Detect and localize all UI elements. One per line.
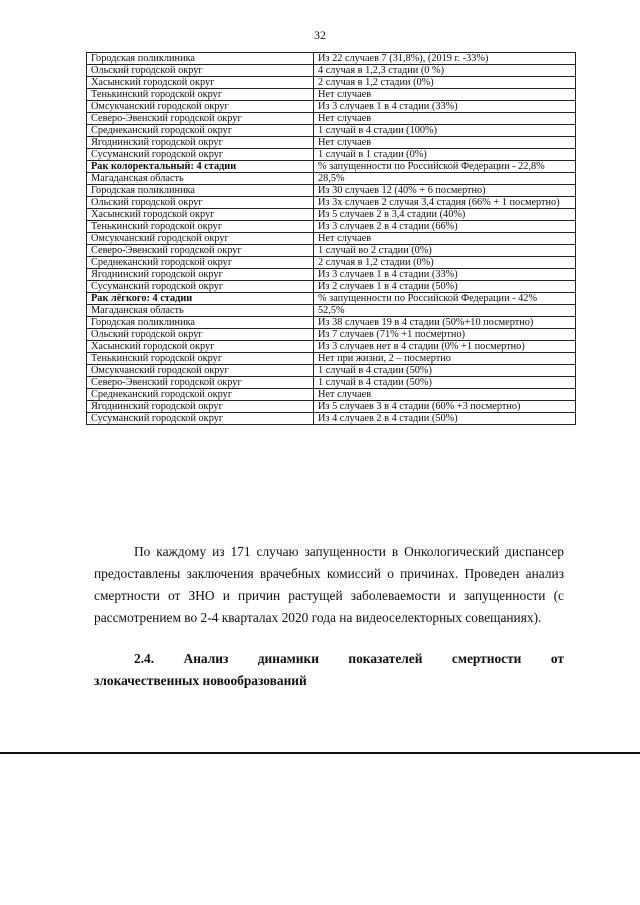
region-cell: Ягоднинский городской округ: [87, 269, 314, 281]
table-row: [87, 209, 576, 221]
region-cell: Ольский городской округ: [87, 65, 314, 77]
table-row: [87, 113, 576, 125]
table-row: [87, 221, 576, 233]
value-cell: 4 случая в 1,2,3 стадии (0 %): [314, 65, 576, 77]
table-row: [87, 401, 576, 413]
value-cell: Из 3 случаев нет в 4 стадии (0% +1 посмертно): [314, 341, 576, 353]
table-row: [87, 53, 576, 65]
table-row: [87, 125, 576, 137]
section-heading-line-2: злокачественных новообразований: [94, 673, 307, 688]
region-cell: Тенькинский городской округ: [87, 353, 314, 365]
table-row: [87, 389, 576, 401]
value-cell: Из 3 случаев 2 в 4 стадии (66%): [314, 221, 576, 233]
region-cell: Северо-Эвенский городской округ: [87, 377, 314, 389]
value-cell: % запущенности по Российской Федерации - 42%: [314, 293, 576, 305]
value-cell: Из 22 случаев 7 (31,8%), (2019 г. -33%): [314, 53, 576, 65]
value-cell: 1 случай в 4 стадии (50%): [314, 365, 576, 377]
table-row: [87, 89, 576, 101]
region-cell: Ольский городской округ: [87, 329, 314, 341]
region-cell: Магаданская область: [87, 305, 314, 317]
table-row: [87, 185, 576, 197]
table-row: [87, 101, 576, 113]
value-cell: Нет случаев: [314, 137, 576, 149]
table-row: [87, 413, 576, 425]
value-cell: Из 3 случаев 1 в 4 стадии (33%): [314, 269, 576, 281]
section-word: Анализ: [183, 651, 229, 666]
value-cell: Из 2 случаев 1 в 4 стадии (50%): [314, 281, 576, 293]
value-cell: Из 5 случаев 2 в 3,4 стадии (40%): [314, 209, 576, 221]
value-cell: 1 случай в 4 стадии (50%): [314, 377, 576, 389]
value-cell: 1 случай в 1 стадии (0%): [314, 149, 576, 161]
value-cell: Из 38 случаев 19 в 4 стадии (50%+10 посмертно): [314, 317, 576, 329]
table-row: [87, 245, 576, 257]
value-cell: Из 7 случаев (71% +1 посмертно): [314, 329, 576, 341]
value-cell: 2 случая в 1,2 стадии (0%): [314, 257, 576, 269]
table-row: [87, 137, 576, 149]
table-row: [87, 257, 576, 269]
value-cell: Нет случаев: [314, 113, 576, 125]
table-row: [87, 65, 576, 77]
table-section-row: [87, 293, 576, 305]
value-cell: 1 случай в 4 стадии (100%): [314, 125, 576, 137]
section-word: показателей: [348, 651, 423, 666]
section-number: 2.4.: [134, 651, 155, 666]
table-row: [87, 77, 576, 89]
body-paragraph: По каждому из 171 случаю запущенности в Онкологический диспансер предоставлены заключения врачебных комиссий о причинах. Проведен анализ смертности от ЗНО и причин растущей заболеваемости и запущенности (с рассмотрением во 2-4 кварталах 2020 года на видеоселекторных совещаниях).: [94, 544, 564, 625]
region-cell: Северо-Эвенский городской округ: [87, 113, 314, 125]
table-row: [87, 281, 576, 293]
table-row: [87, 173, 576, 185]
page-number: 32: [314, 28, 326, 42]
value-cell: Из 3 случаев 1 в 4 стадии (33%): [314, 101, 576, 113]
value-cell: 1 случай во 2 стадии (0%): [314, 245, 576, 257]
table-row: [87, 149, 576, 161]
table-row: [87, 305, 576, 317]
region-cell: Хасынский городской округ: [87, 77, 314, 89]
statistics-table-body: [87, 53, 576, 425]
value-cell: Из 5 случаев 3 в 4 стадии (60% +3 посмертно): [314, 401, 576, 413]
statistics-table: [86, 52, 576, 425]
table-row: [87, 329, 576, 341]
region-cell: Рак лёгкого: 4 стадии: [87, 293, 314, 305]
region-cell: Городская поликлиника: [87, 53, 314, 65]
region-cell: Ягоднинский городской округ: [87, 401, 314, 413]
region-cell: Тенькинский городской округ: [87, 221, 314, 233]
region-cell: Городская поликлиника: [87, 185, 314, 197]
table-row: [87, 197, 576, 209]
region-cell: Рак колоректальный: 4 стадии: [87, 161, 314, 173]
section-word: от: [550, 651, 564, 666]
value-cell: Нет случаев: [314, 89, 576, 101]
region-cell: Среднеканский городской округ: [87, 257, 314, 269]
table-row: [87, 377, 576, 389]
table-section-row: [87, 161, 576, 173]
region-cell: Среднеканский городской округ: [87, 389, 314, 401]
value-cell: Из 4 случаев 2 в 4 стадии (50%): [314, 413, 576, 425]
value-cell: % запущенности по Российской Федерации - 22,8%: [314, 161, 576, 173]
region-cell: Сусуманский городской округ: [87, 149, 314, 161]
region-cell: Омсукчанский городской округ: [87, 101, 314, 113]
section-word: динамики: [257, 651, 319, 666]
table-row: [87, 341, 576, 353]
value-cell: 28,5%: [314, 173, 576, 185]
region-cell: Городская поликлиника: [87, 317, 314, 329]
value-cell: 2 случая в 1,2 стадии (0%): [314, 77, 576, 89]
table-row: [87, 317, 576, 329]
table-row: [87, 365, 576, 377]
value-cell: Нет при жизни, 2 – посмертно: [314, 353, 576, 365]
region-cell: Омсукчанский городской округ: [87, 233, 314, 245]
table-row: [87, 353, 576, 365]
region-cell: Сусуманский городской округ: [87, 281, 314, 293]
table-row: [87, 233, 576, 245]
section-heading: [94, 648, 564, 692]
region-cell: Ольский городской округ: [87, 197, 314, 209]
section-word: смертности: [451, 651, 522, 666]
section-heading-line-1: [94, 648, 564, 670]
region-cell: Тенькинский городской округ: [87, 89, 314, 101]
region-cell: Ягоднинский городской округ: [87, 137, 314, 149]
table-row: [87, 269, 576, 281]
value-cell: Из 3х случаев 2 случая 3,4 стадия (66% + 1 посмертно): [314, 197, 576, 209]
value-cell: Из 30 случаев 12 (40% + 6 посмертно): [314, 185, 576, 197]
value-cell: 52,5%: [314, 305, 576, 317]
value-cell: Нет случаев: [314, 389, 576, 401]
region-cell: Хасынский городской округ: [87, 341, 314, 353]
region-cell: Северо-Эвенский городской округ: [87, 245, 314, 257]
region-cell: Среднеканский городской округ: [87, 125, 314, 137]
region-cell: Магаданская область: [87, 173, 314, 185]
value-cell: Нет случаев: [314, 233, 576, 245]
region-cell: Омсукчанский городской округ: [87, 365, 314, 377]
region-cell: Хасынский городской округ: [87, 209, 314, 221]
footer-rule: [0, 752, 640, 754]
region-cell: Сусуманский городской округ: [87, 413, 314, 425]
